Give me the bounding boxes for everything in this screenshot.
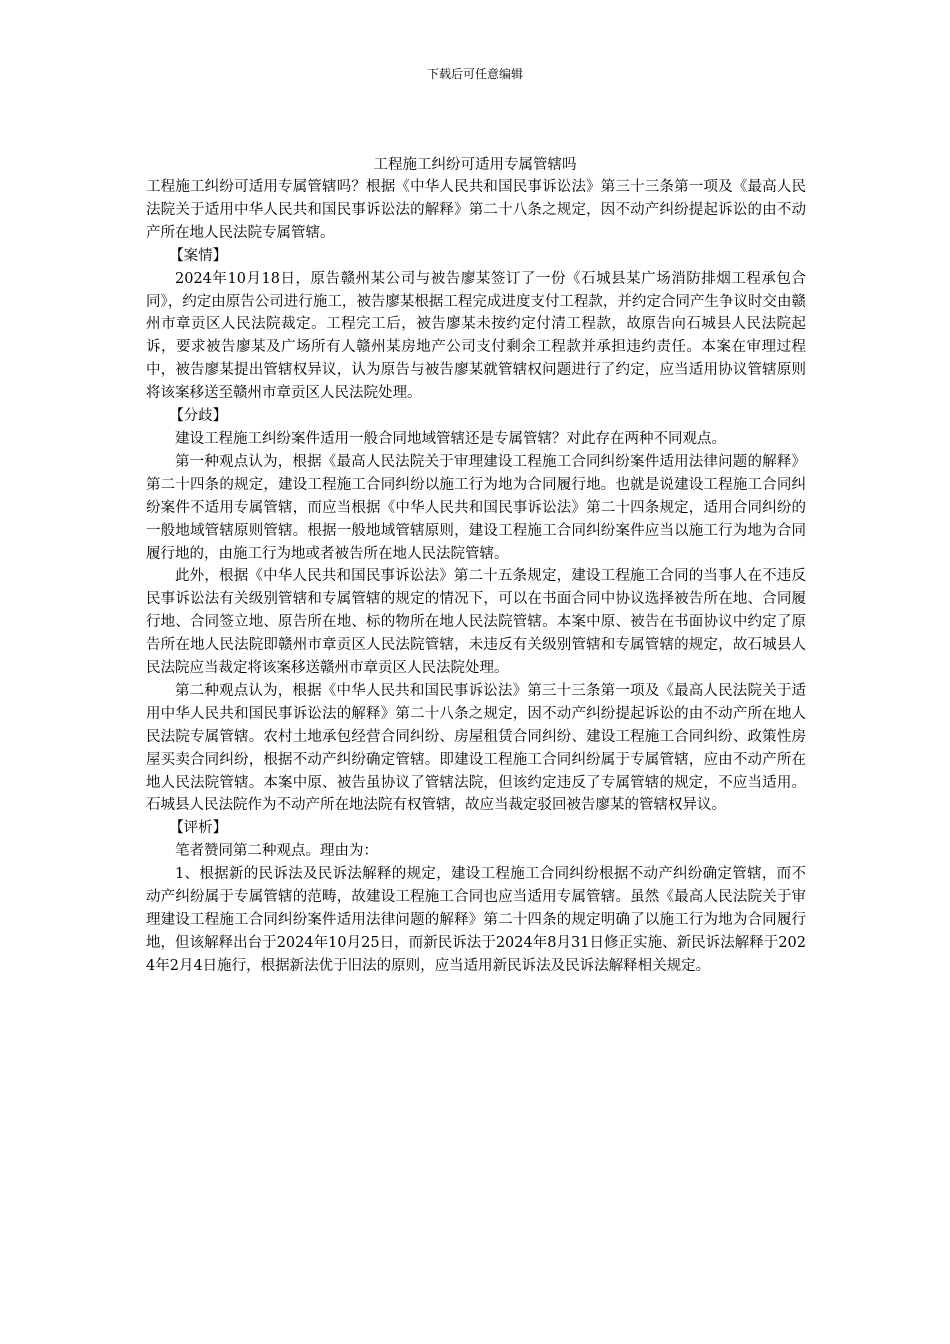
second-view-paragraph: 第二种观点认为，根据《中华人民共和国民事诉讼法》第三十三条第一项及《最高人民法院关于适用中华人民共和国民事诉讼法的解释》第二十八条之规定，因不动产纠纷提起诉讼的由不动产所在地人民法院专属管辖。农村土地承包经营合同纠纷、房屋租赁合同纠纷、建设工程施工合同纠纷、政策性房屋买卖合同纠纷，根据不动产纠纷确定管辖。即建设工程施工合同纠纷属于专属管辖，应由不动产所在地人民法院管辖。本案中原、被告虽协议了管辖法院，但该约定违反了专属管辖的规定，不应当适用。石城县人民法院作为不动产所在地法院有权管辖，故应当裁定驳回被告廖某的管辖权异议。 <box>146 682 806 814</box>
analysis-point-1-paragraph: 1、根据新的民诉法及民诉法解释的规定，建设工程施工合同纠纷根据不动产纠纷确定管辖，而不动产纠纷属于专属管辖的范畴，故建设工程施工合同也应当适用专属管辖。虽然《最高人民法院关于审理建设工程施工合同纠纷案件适用法律问题的解释》第二十四条的规定明确了以施工行为地为合同履行地，但该解释出台于2024年10月25日，而新民诉法于2024年8月31日修正实施、新民诉法解释于2024年2月4日施行，根据新法优于旧法的原则，应当适用新民诉法及民诉法解释相关规定。 <box>146 866 806 974</box>
dispute-paragraph: 建设工程施工纠纷案件适用一般合同地域管辖还是专属管辖？对此存在两种不同观点。 <box>175 430 726 447</box>
section-heading-analysis: 【评析】 <box>169 820 228 837</box>
header-note: 下载后可任意编辑 <box>426 67 523 81</box>
section-heading-case: 【案情】 <box>169 247 228 264</box>
section-heading-dispute: 【分歧】 <box>169 408 228 425</box>
document-title: 工程施工纠纷可适用专属管辖吗 <box>373 157 577 173</box>
case-paragraph: 2024年10月18日，原告赣州某公司与被告廖某签订了一份《石城县某广场消防排烟工程承包合同》，约定由原告公司进行施工，被告廖某根据工程完成进度支付工程款，并约定合同产生争议时交由赣州市章贡区人民法院裁定。工程完工后，被告廖某未按约定付清工程款，故原告向石城县人民法院起诉，要求被告廖某及广场所有人赣州某房地产公司支付剩余工程款并承担违约责任。本案在审理过程中，被告廖某提出管辖权异议，认为原告与被告廖某就管辖权问题进行了约定，应当适用协议管辖原则将该案移送至赣州市章贡区人民法院处理。 <box>146 270 806 402</box>
intro-paragraph: 工程施工纠纷可适用专属管辖吗？根据《中华人民共和国民事诉讼法》第三十三条第一项及《最高人民法院关于适用中华人民共和国民事诉讼法的解释》第二十八条之规定，因不动产纠纷提起诉讼的由不动产所在地人民法院专属管辖。 <box>146 179 806 241</box>
analysis-intro-paragraph: 笔者赞同第二种观点。理由为： <box>175 843 378 860</box>
first-view-supplement-paragraph: 此外，根据《中华人民共和国民事诉讼法》第二十五条规定，建设工程施工合同的当事人在不违反民事诉讼法有关级别管辖和专属管辖的规定的情况下，可以在书面合同中协议选择被告所在地、合同履行地、合同签立地、原告所在地、标的物所在地人民法院管辖。本案中原、被告在书面协议中约定了原告所在地人民法院即赣州市章贡区人民法院管辖，未违反有关级别管辖和专属管辖的规定，故石城县人民法院应当裁定将该案移送赣州市章贡区人民法院处理。 <box>146 568 806 677</box>
document-body <box>146 176 806 978</box>
first-view-paragraph: 第一种观点认为，根据《最高人民法院关于审理建设工程施工合同纠纷案件适用法律问题的解释》第二十四条的规定，建设工程施工合同纠纷以施工行为地为合同履行地。也就是说建设工程施工合同纠纷案件不适用专属管辖，而应当根据《中华人民共和国民事诉讼法》第二十四条规定，适用合同纠纷的一般地域管辖原则管辖。根据一般地域管辖原则，建设工程施工合同纠纷案件应当以施工行为地为合同履行地的，由施工行为地或者被告所在地人民法院管辖。 <box>146 453 806 562</box>
